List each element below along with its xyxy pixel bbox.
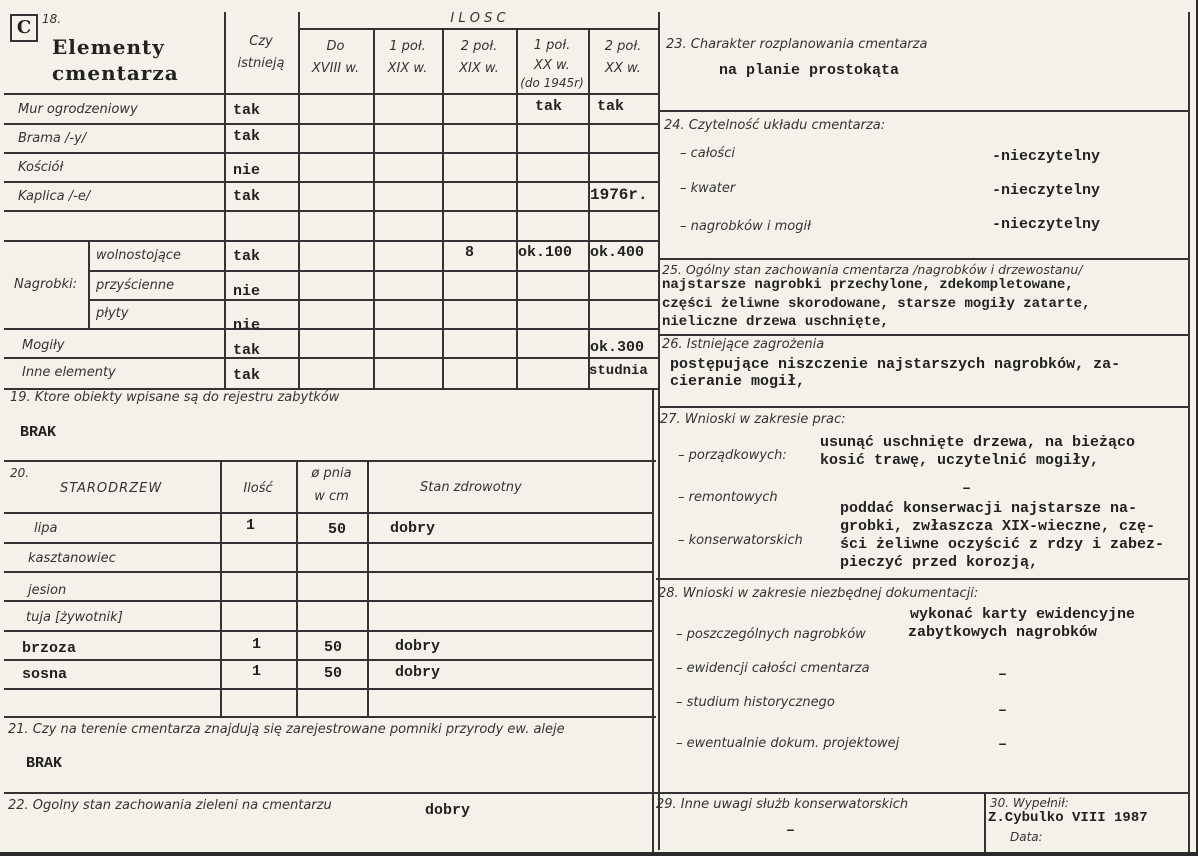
section-24-row-value: -nieczytelny <box>992 182 1101 199</box>
row-label: Mogiły <box>22 338 65 353</box>
section-25-label: 25. Ogólny stan zachowania cmentarza /nagrobków i drzewostanu/ <box>662 262 1083 277</box>
section-24-row-label: – całości <box>680 146 735 161</box>
section-22-value: dobry <box>425 802 471 819</box>
period-label: XX w. <box>605 61 641 76</box>
rule <box>4 181 658 183</box>
exists-value: nie <box>233 283 261 300</box>
rule <box>298 28 658 30</box>
rule <box>658 334 1188 336</box>
section-30-value: Z.Cybulko VIII 1987 <box>988 810 1148 826</box>
tree-cm: 50 <box>328 521 347 538</box>
header-ilosc: I L O S C <box>450 11 506 26</box>
rule <box>984 792 986 852</box>
rule <box>367 460 369 716</box>
section-28-value: zabytkowych nagrobków <box>908 624 1098 641</box>
rule <box>4 542 652 544</box>
section-28-label: 28. Wnioski w zakresie niezbędnej dokumentacji: <box>658 586 979 601</box>
rule <box>442 28 444 388</box>
col-pnia: ø pnia <box>311 466 352 481</box>
period-label: XIX w. <box>459 61 499 76</box>
section-25-line: części żeliwne skorodowane, starsze mogiły zatarte, <box>662 296 1091 312</box>
panel-divider <box>658 12 660 850</box>
row-label: Kaplica /-e/ <box>18 189 91 204</box>
section-27-porz-line: usunąć uschnięte drzewa, na bieżąco <box>820 434 1136 451</box>
rule <box>652 388 654 852</box>
tree-name: tuja [żywotnik] <box>26 610 123 625</box>
col-pnia-unit: w cm <box>314 489 349 504</box>
section-23-value: na planie prostokąta <box>719 62 900 79</box>
rule <box>658 110 1188 112</box>
rule <box>88 240 90 328</box>
section-28-value: – <box>998 702 1008 719</box>
section-28-row-label: – ewidencji całości cmentarza <box>676 661 870 676</box>
tree-qty: 1 <box>252 663 262 680</box>
section-28-row-label: – poszczególnych nagrobków <box>676 627 866 642</box>
qty-value: tak <box>597 98 625 115</box>
tree-name: sosna <box>22 666 68 683</box>
rule <box>588 28 590 388</box>
section-27-kons-line: grobki, zwłaszcza XIX-wieczne, czę- <box>840 518 1156 535</box>
section-21-label: 21. Czy na terenie cmentarza znajdują się zarejestrowane pomniki przyrody ew. aleje <box>8 722 565 737</box>
section-20-number: 20. <box>10 466 30 480</box>
col-starodrzew: STARODRZEW <box>60 481 163 496</box>
section-30-label: 30. Wypełnił: <box>990 796 1069 810</box>
section-21-value: BRAK <box>26 755 63 772</box>
row-label: Mur ogrodzeniowy <box>18 102 138 117</box>
period-label: XIX w. <box>387 61 428 76</box>
row-label: Inne elementy <box>22 365 116 380</box>
rule <box>4 716 656 718</box>
col-stan: Stan zdrowotny <box>420 480 522 495</box>
rule <box>4 460 656 462</box>
header-istnieja: istnieją <box>237 56 285 71</box>
section-28-row-label: – studium historycznego <box>676 695 835 710</box>
rule <box>658 258 1188 260</box>
tree-name: lipa <box>34 521 58 536</box>
section-28-row-label: – ewentualnie dokum. projektowej <box>676 736 900 751</box>
rule <box>4 93 658 95</box>
section-26-label: 26. Istniejące zagrożenia <box>662 337 825 352</box>
rule <box>4 512 652 514</box>
tree-state: dobry <box>395 664 441 681</box>
exists-value: tak <box>233 102 261 119</box>
col-ilosc: Ilość <box>243 481 273 496</box>
tree-cm: 50 <box>324 639 343 656</box>
rule <box>4 792 656 794</box>
section-30-data-label: Data: <box>1010 830 1043 844</box>
exists-value: tak <box>233 128 261 145</box>
rule <box>220 460 222 716</box>
period-label: XX w. <box>534 58 570 73</box>
tree-state: dobry <box>390 520 436 537</box>
row-label: wolnostojące <box>96 248 181 263</box>
qty-value: 1976r. <box>590 186 648 204</box>
section-27-label: 27. Wnioski w zakresie prac: <box>660 412 846 427</box>
tree-cm: 50 <box>324 665 343 682</box>
section-27-porz-label: – porządkowych: <box>678 448 787 463</box>
period-label: 1 poł. <box>389 39 426 54</box>
field-number: 18. <box>42 12 62 26</box>
section-28-value: – <box>998 736 1008 753</box>
exists-value: tak <box>233 248 261 265</box>
section-24-label: 24. Czytelność układu cmentarza: <box>664 118 886 133</box>
title-line1: Elementy <box>52 35 165 59</box>
tree-state: dobry <box>395 638 441 655</box>
section-25-line: nieliczne drzewa uschnięte, <box>662 314 889 330</box>
section-28-value: – <box>998 666 1008 683</box>
section-24-row-label: – kwater <box>680 181 736 196</box>
section-27-kons-line: pieczyć przed korozją, <box>840 554 1039 571</box>
period-label: XVIII w. <box>311 61 360 76</box>
rule <box>652 792 1188 794</box>
rule <box>4 240 658 242</box>
section-24-row-value: -nieczytelny <box>992 148 1101 165</box>
rule <box>4 630 652 632</box>
exists-value: tak <box>233 188 261 205</box>
section-letter: C <box>10 14 38 42</box>
rule <box>88 270 658 272</box>
section-25-line: najstarsze nagrobki przechylone, zdekompletowane, <box>662 277 1074 293</box>
section-29-label: 29. Inne uwagi służb konserwatorskich <box>656 797 909 812</box>
section-27-kons-label: – konserwatorskich <box>678 533 803 548</box>
rule <box>4 571 652 573</box>
section-26-line: cieranie mogił, <box>670 373 806 390</box>
row-label: Kościół <box>18 160 64 175</box>
rule <box>4 152 658 154</box>
period-label: 2 poł. <box>604 39 642 54</box>
rule <box>373 28 375 388</box>
period-label: (do 1945r) <box>520 76 584 90</box>
header-czy: Czy <box>249 34 273 49</box>
section-27-porz-line: kosić trawę, uczytelnić mogiły, <box>820 452 1100 469</box>
section-27-kons-line: ści żeliwne oczyścić z rdzy i zabez- <box>840 536 1165 553</box>
section-19-label: 19. Ktore obiekty wpisane są do rejestru zabytków <box>10 390 340 405</box>
rule <box>4 357 658 359</box>
section-27-kons-line: poddać konserwacji najstarsze na- <box>840 500 1138 517</box>
rule <box>658 406 1188 408</box>
section-28-value: wykonać karty ewidencyjne <box>910 606 1136 623</box>
section-29-value: – <box>786 822 796 839</box>
period-label: 1 poł. <box>533 38 571 53</box>
section-22-label: 22. Ogolny stan zachowania zieleni na cmentarzu <box>8 798 332 813</box>
rule <box>4 600 652 602</box>
rule <box>4 688 652 690</box>
qty-value: ok.100 <box>518 244 573 261</box>
section-23-label: 23. Charakter rozplanowania cmentarza <box>666 37 928 52</box>
row-label: płyty <box>96 306 129 321</box>
rule <box>88 299 658 301</box>
tree-name: brzoza <box>22 640 77 657</box>
period-label: Do <box>326 39 345 54</box>
row-group-label: Nagrobki: <box>14 277 78 292</box>
tree-name: jesion <box>28 583 67 598</box>
rule <box>4 123 658 125</box>
period-label: 2 poł. <box>460 39 498 54</box>
row-label: Brama /-y/ <box>18 131 87 146</box>
rule <box>4 659 652 661</box>
exists-value: nie <box>233 162 261 179</box>
section-24-row-label: – nagrobków i mogił <box>680 219 811 234</box>
rule <box>656 578 1188 580</box>
section-26-line: postępujące niszczenie najstarszych nagrobków, za- <box>670 356 1121 373</box>
title-line2: cmentarza <box>52 61 179 85</box>
exists-value: nie <box>233 317 261 334</box>
qty-value: studnia <box>589 363 648 379</box>
qty-value: tak <box>535 98 563 115</box>
tree-name: kasztanowiec <box>28 551 116 566</box>
qty-value: ok.400 <box>590 244 645 261</box>
section-27-remont-label: – remontowych <box>678 490 778 505</box>
rule <box>1188 12 1190 852</box>
rule <box>4 210 658 212</box>
exists-value: tak <box>233 342 261 359</box>
qty-value: 8 <box>465 244 475 261</box>
tree-qty: 1 <box>252 636 262 653</box>
exists-value: tak <box>233 367 261 384</box>
row-label: przyścienne <box>96 278 175 293</box>
section-24-row-value: -nieczytelny <box>992 216 1101 233</box>
section-19-value: BRAK <box>20 424 57 441</box>
qty-value: ok.300 <box>590 339 645 356</box>
tree-qty: 1 <box>246 517 256 534</box>
rule <box>4 328 658 330</box>
section-27-remont-value: – <box>962 480 972 497</box>
